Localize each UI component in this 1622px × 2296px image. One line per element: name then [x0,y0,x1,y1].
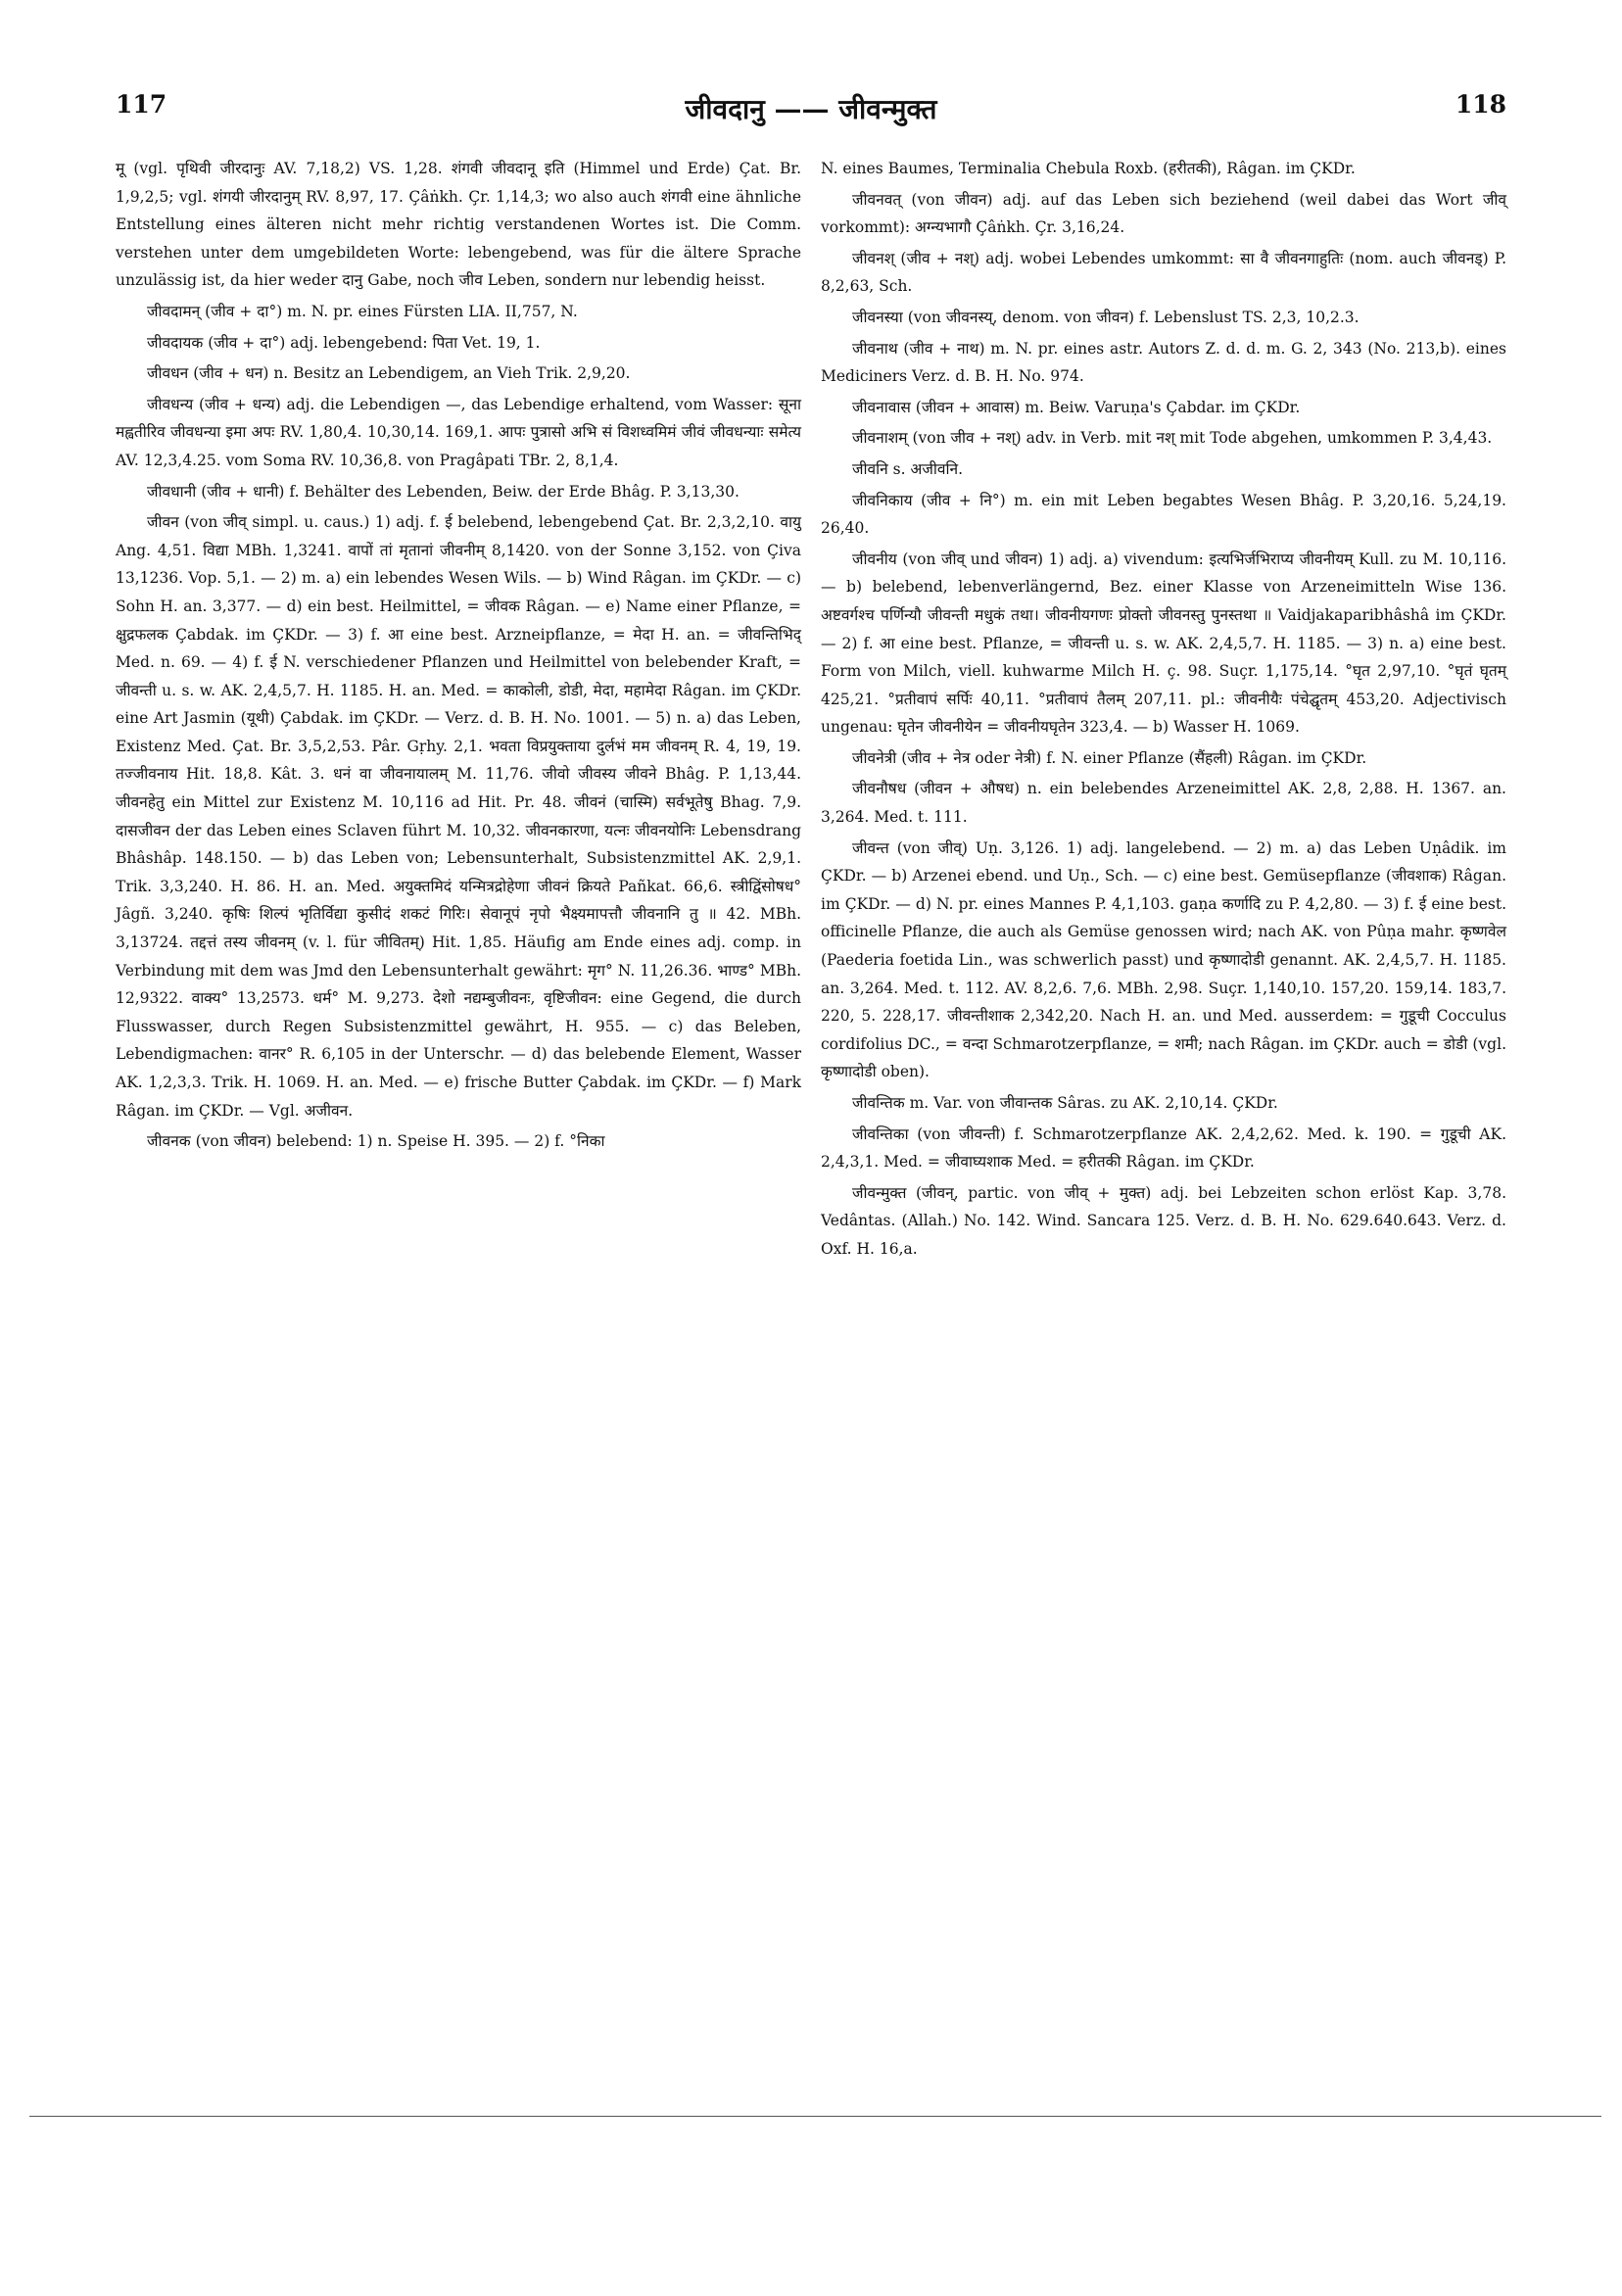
dictionary-entry: जीवनि s. अजीवनि. [852,459,964,478]
dictionary-entry: जीवनौषध (जीवन + औषध) n. ein belebendes Arzeneimittel AK. 2,8, 2,88. H. 1367. an. 3,264. Med. t. 111. [821,780,1506,827]
dictionary-entry: जीवनश् (जीव + नश्) adj. wobei Lebendes umkommt: सा वै जीवनगाहुतिः (nom. auch जीवनड्) P. 8,2,63, Sch. [821,249,1506,296]
dictionary-entry: जीवदामन् (जीव + दा°) m. N. pr. eines Fürsten LIA. II,757, N. [147,302,578,320]
dictionary-entry: जीवन्त (von जीव्) Uṇ. 3,126. 1) adj. langelebend. — 2) m. a) das Leben Uṇâdik. im ÇKDr. — b) Arzenei ebend. und Uṇ., Sch. — c) eine best. Gemüsepflanze (जीवशाक) Râgan. im ÇKDr. — d) N. pr. eines Mannes P. 4,1,103. gaṇa कर्णादि zu P. 4,2,80. — 3) f. ई eine best. officinelle Pflanze, die auch als Gemüse genossen wird; nach AK. von Pûṇa mahr. कृष्णवेल (Paederia foetida Lin., was schwerlich passt) und कृष्णादोडी genannt. AK. 2,4,5,7. H. 1185. an. 3,264. Med. t. 112. AV. 8,2,6. 7,6. MBh. 2,98. Suçr. 1,140,10. 157,20. 159,14. 183,7. 220, 5. 228,17. जीवन्तीशाक 2,342,20. Nach H. an. und Med. ausserdem: = गुडूची Cocculus cordifolius DC., = वन्दा Schmarotzerpflanze, = शमी; nach Râgan. im ÇKDr. auch = डोडी (vgl. कृष्णादोडी oben). [821,838,1506,1081]
dictionary-entry: N. eines Baumes, Terminalia Chebula Roxb. (हरीतकी), Râgan. im ÇKDr. [821,160,1356,177]
right-column [821,155,1506,1267]
bottom-rule [29,2116,1601,2117]
page-header [116,90,1506,129]
dictionary-entry: जीवधानी (जीव + धानी) f. Behälter des Lebenden, Beiw. der Erde Bhâg. P. 3,13,30. [147,482,739,501]
dictionary-entry: जीवनस्या (von जीवनस्य्, denom. von जीवन) f. Lebenslust TS. 2,3, 10,2.3. [852,308,1360,326]
dictionary-entry: जीवन्तिका (von जीवन्ती) f. Schmarotzerpflanze AK. 2,4,2,62. Med. k. 190. = गुडूची AK. 2,4,3,1. Med. = जीवाघ्यशाक Med. = हरीतकी Râgan. im ÇKDr. [821,1124,1506,1172]
dictionary-entry: जीवनावास (जीवन + आवास) m. Beiw. Varuṇa's Çabdar. im ÇKDr. [852,398,1301,416]
dictionary-entry: मू (vgl. पृथिवी जीरदानुः AV. 7,18,2) VS. 1,28. शंगवी जीवदानू इति (Himmel und Erde) Çat. Br. 1,9,2,5; vgl. शंगयी जीरदानुम् RV. 8,97, 17. Çâṅkh. Çr. 1,14,3; wo also auch शंगवी eine ähnliche Entstellung eines älteren nicht mehr richtig verstandenen Wortes ist. Die Comm. verstehen unter dem umgebildeten Worte: lebengebend, was für die ältere Sprache unzulässig ist, da hier weder दानु Gabe, noch जीव Leben, sondern nur lebendig heisst. [116,160,801,290]
dictionary-entry: जीवनाशम् (von जीव + नश्) adv. in Verb. mit नश् mit Tode abgehen, umkommen P. 3,4,43. [852,429,1493,448]
dictionary-entry: जीवन (von जीव् simpl. u. caus.) 1) adj. f. ई belebend, lebengebend Çat. Br. 2,3,2,10. वायु Ang. 4,51. विद्या MBh. 1,3241. वापों तां मृतानां जीवनीम् 8,1420. von der Sonne 3,152. von Çiva 13,1236. Vop. 5,1. — 2) m. a) ein lebendes Wesen Wils. — b) Wind Râgan. im ÇKDr. — c) Sohn H. an. 3,377. — d) ein best. Heilmittel, = जीवक Râgan. — e) Name einer Pflanze, = क्षुद्रफलक Çabdak. im ÇKDr. — 3) f. आ eine best. Arzneipflanze, = मेदा H. an. = जीवन्तिभिद् Med. n. 69. — 4) f. ई N. verschiedener Pflanzen und Heilmittel von belebender Kraft, = जीवन्ती u. s. w. AK. 2,4,5,7. H. 1185. H. an. Med. = काकोली, डोडी, मेदा, महामेदा Râgan. im ÇKDr. eine Art Jasmin (यूथी) Çabdak. im ÇKDr. — Verz. d. B. H. No. 1001. — 5) n. a) das Leben, Existenz Med. Çat. Br. 3,5,2,53. Pâr. Gṛhy. 2,1. भवता विप्रयुक्ताया दुर्लभं मम जीवनम् R. 4, 19, 19. तज्जीवनाय Hit. 18,8. Kât. 3. धनं वा जीवनायालम् M. 11,76. जीवो जीवस्य जीवने Bhâg. P. 1,13,44. जीवनहेतु ein Mittel zur Existenz M. 10,116 ad Hit. Pr. 48. जीवनं (चास्मि) सर्वभूतेषु Bhag. 7,9. दासजीवन der das Leben eines Sclaven führt M. 10,32. जीवनकारणा, यत्नः जीवनयोनिः Lebensdrang Bhâshâp. 148.150. — b) das Leben von; Lebensunterhalt, Subsistenzmittel AK. 2,9,1. Trik. 3,3,240. H. 86. H. an. Med. अयुक्तमिदं यन्मित्रद्रोहेणा जीवनं क्रियते Pañkat. 66,6. स्त्रीद्विंसोषध° Jâgñ. 3,240. कृषिः शिल्पं भृतिर्विद्या कुसीदं शकटं गिरिः। सेवानूपं नृपो भैक्ष्यमापत्तौ जीवनानि तु ॥ 42. MBh. 3,13724. तद्दत्तं तस्य जीवनम् (v. l. für जीवितम्) Hit. 1,85. Häufig am Ende eines adj. comp. in Verbindung mit dem was Jmd den Lebensunterhalt gewährt: मृग° N. 11,26.36. भाण्ड° MBh. 12,9322. वाक्य° 13,2573. धर्म° M. 9,273. देशो नद्यम्बुजीवनः, वृष्टिजीवन: eine Gegend, die durch Flusswasser, durch Regen Subsistenzmittel gewährt, H. 955. — c) das Beleben, Lebendigmachen: वानर° R. 6,105 in der Unterschr. — d) das belebende Element, Wasser AK. 1,2,3,3. Trik. H. 1069. H. an. Med. — e) frische Butter Çabdak. im ÇKDr. — f) Mark Râgan. im ÇKDr. — Vgl. अजीवन. [116,513,801,1120]
dictionary-entry: जीवधन (जीव + धन) n. Besitz an Lebendigem, an Vieh Trik. 2,9,20. [147,364,631,383]
running-head: जीवदानु —— जीवन्मुक्त [685,93,937,125]
dictionary-entry: जीवधन्य (जीव + धन्य) adj. die Lebendigen —, das Lebendige erhaltend, vom Wasser: सूना मह्वतीरिव जीवधन्या इमा अपः RV. 1,80,4. 10,30,14. 169,1. आपः पुत्रासो अभि सं विशध्वमिमं जीवं जीवधन्याः समेत्य AV. 12,3,4.25. vom Soma RV. 10,36,8. von Pragâpati TBr. 2, 8,1,4. [116,395,801,469]
left-column [116,155,801,1159]
dictionary-entry: जीवन्मुक्त (जीवन्, partic. von जीव् + मुक्त) adj. bei Lebzeiten schon erlöst Kap. 3,78. Vedântas. (Allah.) No. 142. Wind. Sancara 125. Verz. d. B. H. No. 629.640.643. Verz. d. Oxf. H. 16,a. [821,1183,1506,1258]
dictionary-entry: जीवनेत्री (जीव + नेत्र oder नेत्री) f. N. einer Pflanze (सैंहली) Râgan. im ÇKDr. [852,748,1367,767]
dictionary-entry: जीवनिकाय (जीव + नि°) m. ein mit Leben begabtes Wesen Bhâg. P. 3,20,16. 5,24,19. 26,40. [821,491,1506,538]
right-page-number: 118 [1455,90,1506,119]
dictionary-entry: जीवनीय (von जीव् und जीवन) 1) adj. a) vivendum: इत्यभिर्जभिराप्य जीवनीयम् Kull. zu M. 10,116. — b) belebend, lebenverlängernd, Bez. einer Klasse von Arzeneimitteln Wise 136. अष्टवर्गश्च पर्णिन्यौ जीवन्ती मधुकं तथा। जीवनीयगणः प्रोक्तो जीवनस्तु पुनस्तथा ॥ Vaidjakaparibhâshâ im ÇKDr. — 2) f. आ eine best. Pflanze, = जीवन्ती u. s. w. AK. 2,4,5,7. H. 1185. — 3) n. a) eine best. Form von Milch, viell. kuhwarme Milch H. ç. 98. Suçr. 1,175,14. °घृत 2,97,10. °घृतं घृतम् 425,21. °प्रतीवापं सर्पिः 40,11. °प्रतीवापं तैलम् 207,11. pl.: जीवनीयैः पंचेद्घृतम् 453,20. Adjectivisch ungenau: घृतेन जीवनीयेन = जीवनीयघृतेन 323,4. — b) Wasser H. 1069. [821,550,1506,737]
dictionary-entry: जीवनाथ (जीव + नाथ) m. N. pr. eines astr. Autors Z. d. d. m. G. 2, 343 (No. 213,b). eines Mediciners Verz. d. B. H. No. 974. [821,339,1506,386]
left-page-number: 117 [116,90,167,119]
dictionary-entry: जीवनवत् (von जीवन) adj. auf das Leben sich beziehend (weil dabei das Wort जीव् vorkommt): अग्न्यभागौ Çâṅkh. Çr. 3,16,24. [821,190,1506,237]
dictionary-entry: जीवदायक (जीव + दा°) adj. lebengebend: पिता Vet. 19, 1. [147,333,541,352]
dictionary-entry: जीवनक (von जीवन) belebend: 1) n. Speise H. 395. — 2) f. °निका [147,1132,605,1151]
dictionary-entry: जीवन्तिक m. Var. von जीवान्तक Sâras. zu AK. 2,10,14. ÇKDr. [852,1094,1278,1112]
